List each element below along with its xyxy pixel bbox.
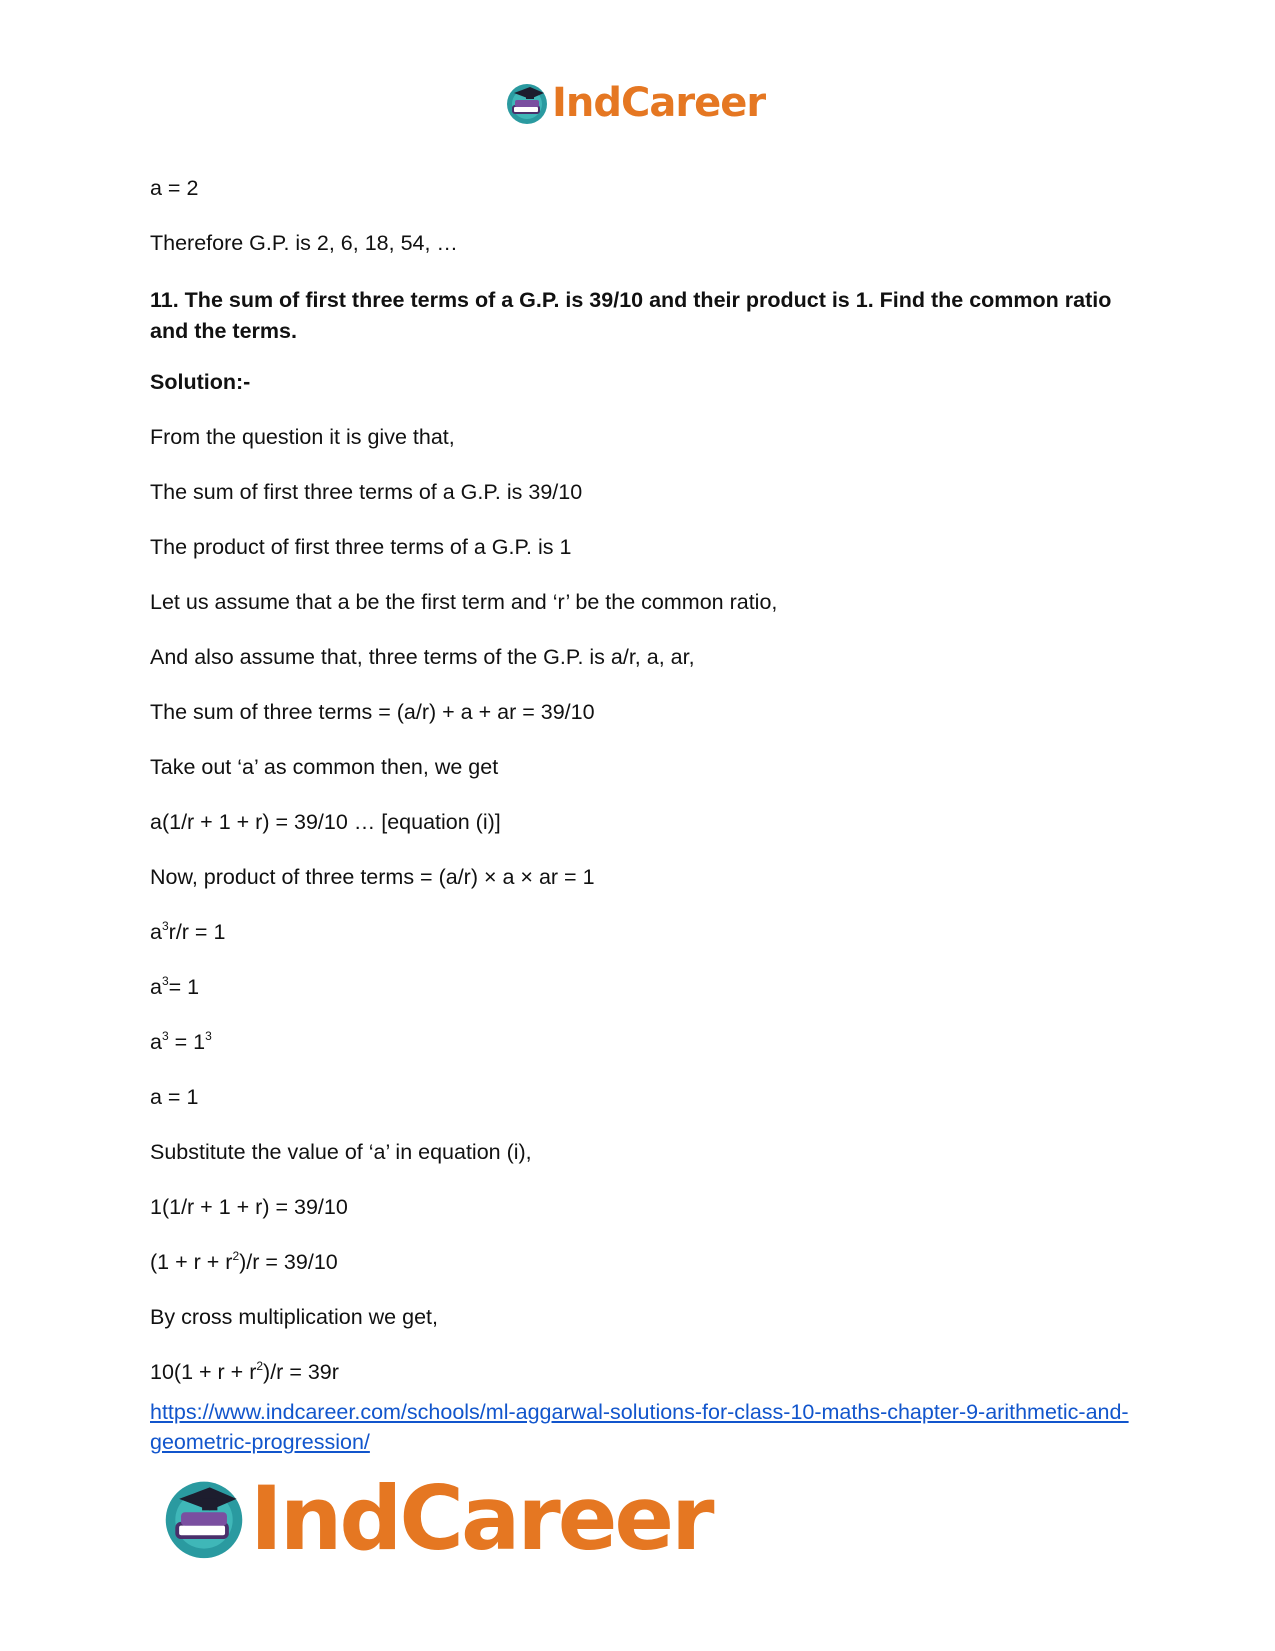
equation-line: $10(1 + r + r^2)/r = 39r$ — [150, 1359, 339, 1384]
text-line: From the question it is give that, — [150, 425, 455, 449]
text-line: And also assume that, three terms of the G.P. is a/r, a, ar, — [150, 645, 695, 669]
logo-text: IndCareer — [552, 80, 766, 126]
header-logo — [504, 80, 765, 126]
graduation-cap-book-icon — [160, 1474, 248, 1562]
equation-line: $a^3= 1$ — [150, 974, 200, 999]
text-line: By cross multiplication we get, — [150, 1305, 438, 1329]
text-line: Now, product of three terms = (a/r) × a × ar = 1 — [150, 865, 595, 889]
question-heading: 11. The sum of first three terms of a G.P. is 39/10 and their product is 1. Find the common ratio and the terms. — [150, 288, 1112, 343]
source-link[interactable]: https://www.indcareer.com/schools/ml-aggarwal-solutions-for-class-10-maths-chapter-9-arithmetic-and-geometric-progression/ — [150, 1400, 1129, 1454]
equation-line: 1(1/r + 1 + r) = 39/10 — [150, 1195, 348, 1219]
logo-text: IndCareer — [250, 1466, 712, 1570]
text-line: Let us assume that a be the first term and ‘r’ be the common ratio, — [150, 590, 778, 614]
text-line: Therefore G.P. is 2, 6, 18, 54, … — [150, 231, 458, 255]
text-line: The product of first three terms of a G.P. is 1 — [150, 535, 572, 559]
document-body — [150, 175, 1130, 1414]
equation-line: $a^3 = 1^3$ — [150, 1029, 212, 1054]
text-line: Take out ‘a’ as common then, we get — [150, 755, 499, 779]
text-line: Substitute the value of ‘a’ in equation (i), — [150, 1140, 532, 1164]
equation-line: $a^3r/r = 1$ — [150, 919, 226, 944]
equation-line: a(1/r + 1 + r) = 39/10 … [equation (i)] — [150, 810, 501, 834]
footer-logo — [160, 1468, 712, 1568]
equation-line: a = 1 — [150, 1085, 199, 1109]
footer-link-block — [150, 1397, 1140, 1457]
text-line: The sum of first three terms of a G.P. is 39/10 — [150, 480, 583, 504]
text-line: The sum of three terms = (a/r) + a + ar = 39/10 — [150, 700, 595, 724]
text-line: a = 2 — [150, 176, 199, 200]
graduation-cap-book-icon — [504, 80, 550, 126]
equation-line: $(1 + r + r^2)/r = 39/10$ — [150, 1249, 338, 1274]
solution-heading: Solution:- — [150, 370, 251, 394]
